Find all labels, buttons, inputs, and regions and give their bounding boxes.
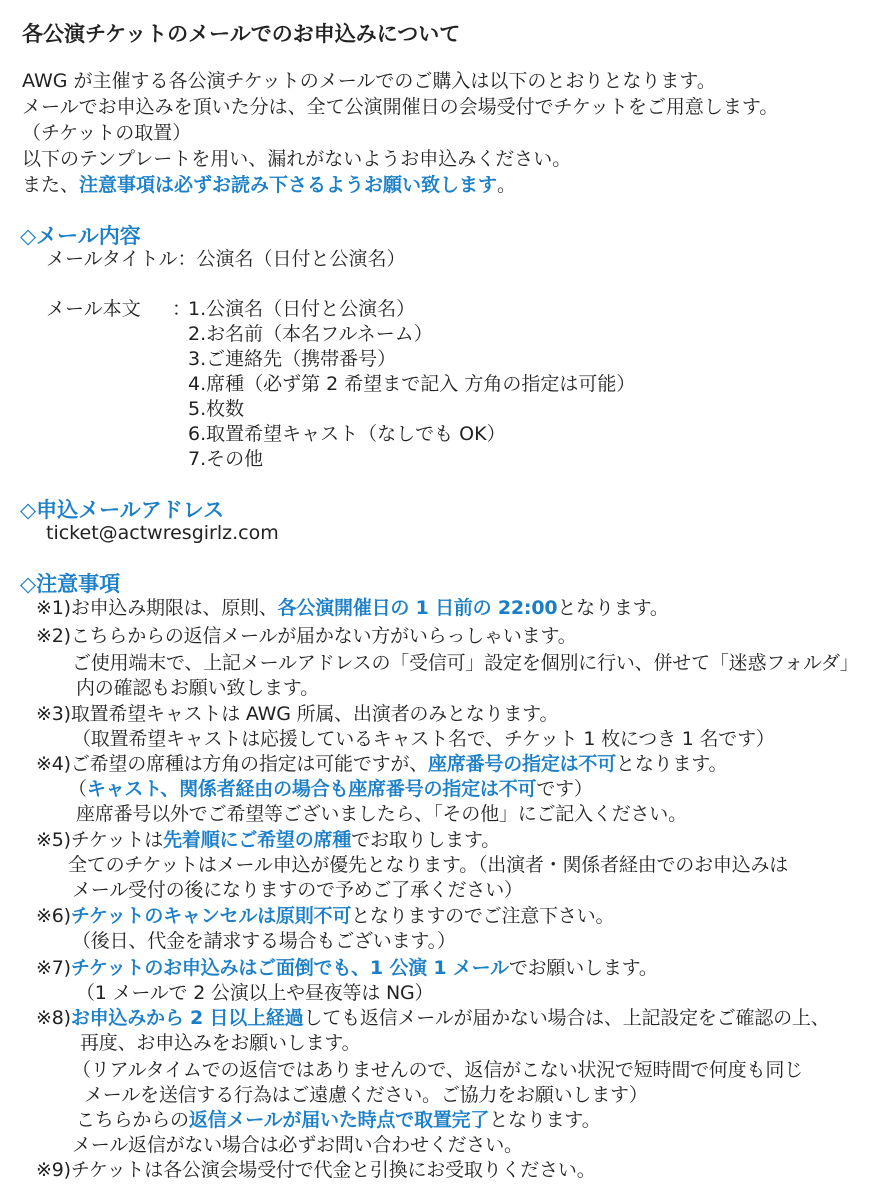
note-line — [36, 904, 614, 929]
mail-title-line: メールタイトル：公演名（日付と公演名） — [46, 248, 406, 270]
note-text: ※4)ご希望の席種は方角の指定は可能ですが、 — [36, 753, 429, 775]
intro-text: 。 — [497, 174, 517, 196]
note-text: ※8) — [36, 1007, 71, 1029]
note-line: ※3)取置希望キャストは AWG 所属、出演者のみとなります。 — [36, 703, 559, 725]
intro-text: また、 — [22, 174, 80, 196]
note-text: となります。 — [557, 597, 669, 619]
note-line — [76, 1108, 601, 1133]
intro-emphasis: 注意事項は必ずお読み下さるようお願い致します — [79, 174, 498, 196]
section-heading-notes: ◇注意事項 — [20, 572, 121, 596]
note-line: 再度、お申込みをお願いします。 — [80, 1032, 361, 1054]
note-text: こちらからの — [76, 1109, 189, 1131]
intro-line — [22, 172, 778, 198]
note-line — [36, 752, 727, 777]
note-line — [36, 1006, 830, 1031]
note-line — [36, 956, 658, 981]
note-text: となりますのでご注意下さい。 — [351, 905, 615, 927]
note-line: （取置希望キャストは応援しているキャスト名で、チケット 1 枚につき 1 名です） — [72, 728, 775, 750]
note-text: となります。 — [616, 753, 728, 775]
note-line: ※2)こちらからの返信メールが届かない方がいらっしゃいます。 — [36, 625, 577, 647]
mail-body-item: 1.公演名（日付と公演名） — [188, 298, 416, 320]
note-emphasis: お申込みから 2 日以上経過 — [70, 1007, 304, 1029]
note-line: （1 メールで 2 公演以上や昼夜等は NG） — [76, 982, 434, 1004]
note-emphasis: チケットのキャンセルは原則不可 — [70, 905, 352, 927]
note-text: です） — [536, 778, 593, 800]
note-line: メール受付の後になりますので予めご了承ください） — [72, 879, 523, 901]
note-text: ※7) — [36, 957, 71, 979]
note-text: ※1)お申込み期限は、原則、 — [36, 597, 278, 619]
note-text: でお願いします。 — [508, 957, 658, 979]
note-emphasis: キャスト、関係者経由の場合も座席番号の指定は不可 — [86, 778, 537, 800]
note-text: （ — [68, 778, 87, 800]
note-line: （後日、代金を請求する場合もございます。） — [72, 930, 456, 952]
note-emphasis: チケットのお申込みはご面倒でも、1 公演 1 メール — [70, 957, 509, 979]
mail-body-item: 3.ご連絡先（携帯番号） — [188, 348, 397, 370]
note-text: ※6) — [36, 905, 71, 927]
note-emphasis: 先着順にご希望の席種 — [163, 829, 352, 851]
note-text: となります。 — [489, 1109, 601, 1131]
note-line: 全てのチケットはメール申込が優先となります。（出演者・関係者経由でのお申込みは — [68, 854, 789, 876]
note-line — [36, 596, 669, 621]
section-heading-mail-content: ◇メール内容 — [20, 224, 141, 248]
intro-line: メールでお申込みを頂いた分は、全て公演開催日の会場受付でチケットをご用意します。 — [22, 96, 779, 118]
mail-body-item: 4.席種（必ず第 2 希望まで記入 方角の指定は可能） — [188, 373, 636, 395]
note-emphasis: 各公演開催日の 1 日前の 22:00 — [277, 597, 558, 619]
note-line: 座席番号以外でご希望等ございましたら、「その他」にご記入ください。 — [76, 803, 687, 825]
email-address-link[interactable]: ticket@actwresgirlz.com — [46, 522, 279, 544]
mail-body-colon: ： — [172, 298, 192, 320]
mail-body-item: 5.枚数 — [188, 398, 245, 420]
intro-line: （チケットの取置） — [22, 122, 192, 144]
note-line — [68, 777, 593, 802]
note-line: メール返信がない場合は必ずお問い合わせください。 — [72, 1134, 523, 1156]
note-line: メールを送信する行為はご遠慮ください。ご協力をお願いします） — [84, 1084, 648, 1106]
intro-line: AWG が主催する各公演チケットのメールでのご購入は以下のとおりとなります。 — [22, 70, 716, 92]
intro-paragraph — [22, 68, 778, 198]
note-emphasis: 座席番号の指定は不可 — [428, 753, 617, 775]
mail-body-item: 6.取置希望キャスト（なしでも OK） — [188, 423, 506, 445]
section-heading-address: ◇申込メールアドレス — [20, 498, 225, 522]
intro-line: 以下のテンプレートを用い、漏れがないようお申込みください。 — [22, 148, 572, 170]
mail-body-item: 2.お名前（本名フルネーム） — [188, 323, 433, 345]
note-line: ※9)チケットは各公演会場受付で代金と引換にお受取りください。 — [36, 1159, 596, 1181]
note-line — [36, 828, 500, 853]
note-text: でお取りします。 — [351, 829, 501, 851]
note-text: ※5)チケットは — [36, 829, 164, 851]
note-line: （リアルタイムでの返信ではありませんので、返信がこない状況で短時間で何度も同じ — [72, 1059, 803, 1081]
mail-body-label: メール本文 — [46, 298, 141, 320]
mail-body-item: 7.その他 — [188, 448, 264, 470]
note-line: 内の確認もお願い致します。 — [76, 677, 319, 699]
note-emphasis: 返信メールが届いた時点で取置完了 — [188, 1109, 490, 1131]
note-line: ご使用端末で、上記メールアドレスの「受信可」設定を個別に行い、併せて「迷惑フォルダ」 — [72, 652, 859, 674]
note-text: しても返信メールが届かない場合は、上記設定をご確認の上、 — [303, 1007, 830, 1029]
page-title: 各公演チケットのメールでのお申込みについて — [22, 22, 461, 46]
